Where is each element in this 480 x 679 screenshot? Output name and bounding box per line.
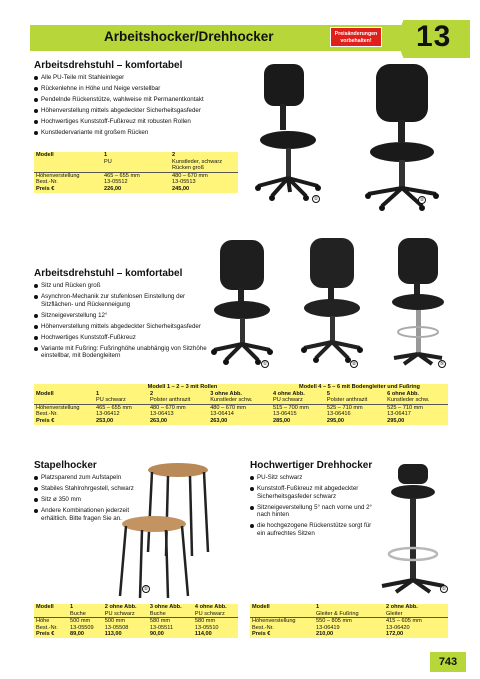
section3-spec-table: [34, 604, 238, 638]
table-cell: Buche: [68, 611, 103, 618]
table-cell: Best.-Nr.: [252, 624, 274, 631]
table-cell: 226,00: [104, 185, 122, 192]
table-group-header: Modell 1 – 2 – 3 mit Rollen: [147, 384, 218, 390]
table-cell: 525 – 710 mm: [326, 404, 363, 411]
feature-item: Sitzneigeverstellung 12°: [34, 312, 210, 320]
table-row: [34, 172, 238, 179]
table-cell: 89,00: [70, 631, 84, 638]
table-cell: [34, 611, 68, 618]
table-cell: 500 mm: [104, 618, 125, 625]
feature-item: Hochwertiges Kunststoff-Fußkreuz mit robusten Rollen: [34, 118, 244, 126]
table-row: [250, 604, 448, 611]
table-cell: 13-06420: [386, 624, 410, 631]
table-cell: Preis €: [252, 631, 271, 638]
table-row: [34, 179, 238, 186]
table-row: [34, 186, 238, 193]
model-marker: ①: [262, 361, 268, 367]
table-cell: 13-05513: [172, 179, 196, 186]
table-cell: Höhenverstellung: [36, 172, 80, 179]
table-cell: 295,00: [326, 417, 345, 424]
table-cell: 550 – 805 mm: [316, 618, 352, 625]
table-row: [34, 625, 238, 632]
table-cell: [34, 384, 94, 391]
table-cell: 113,00: [104, 631, 122, 638]
table-cell: 253,00: [96, 417, 114, 424]
table-cell: 4 ohne Abb.: [272, 390, 305, 397]
table-cell: PU: [104, 158, 112, 165]
table-row: [250, 618, 448, 625]
feature-item: Alle PU-Teile mit Stahleinleger: [34, 74, 244, 82]
table-row: [34, 159, 238, 166]
table-cell: Modell: [36, 604, 54, 610]
table-cell: 13-05509: [70, 624, 94, 631]
table-cell: 13-06414: [210, 411, 234, 418]
feature-item: Rückenlehne in Höhe und Neige verstellbar: [34, 85, 244, 93]
stacking-stool-image: [108, 460, 212, 600]
table-cell: Gleiter & Fußring: [314, 611, 384, 618]
table-cell: 480 – 670 mm: [149, 404, 186, 411]
table-cell: Höhe: [36, 618, 50, 625]
table-cell: Best.-Nr.: [36, 179, 58, 186]
table-row: [34, 411, 448, 418]
table-cell: 465 – 655 mm: [104, 172, 140, 179]
table-cell: 4 ohne Abb.: [194, 604, 227, 610]
table-cell: 2 ohne Abb.: [104, 604, 137, 610]
table-cell: 13-05511: [149, 624, 174, 631]
table-cell: 13-06412: [96, 411, 120, 418]
table-cell: 480 – 670 mm: [210, 404, 246, 411]
feature-item: Sitz und Rücken groß: [34, 282, 210, 290]
table-cell: 3 ohne Abb.: [210, 390, 242, 397]
table-cell: Buche: [148, 611, 193, 618]
feature-item: Höhenverstellung mittels abgedeckter Sicherheitsgasfeder: [34, 323, 210, 331]
table-cell: PU schwarz: [94, 397, 148, 404]
table-cell: Modell: [36, 390, 54, 397]
model-marker: ①: [143, 586, 149, 592]
feature-item: Stabiles Stahlrohrgestell, schwarz: [34, 485, 134, 493]
table-row: [34, 152, 238, 159]
table-cell: 285,00: [272, 417, 291, 424]
table-cell: 5: [326, 390, 331, 397]
table-row: [34, 384, 448, 391]
table-cell: 1: [96, 390, 100, 397]
section2-spec-table: [34, 384, 448, 425]
ergonomic-chair-image: [210, 238, 278, 366]
feature-item: Asynchron-Mechanik zur stufenlosen Einstellung der Sitzflächen- und Rückenneigung: [34, 293, 210, 308]
table-cell: 580 mm: [149, 618, 171, 625]
table-row: [34, 618, 238, 625]
table-cell: 500 mm: [70, 618, 91, 625]
price-notice-badge: Preisänderungen vorbehalten!: [330, 27, 382, 47]
table-row: [34, 611, 238, 618]
table-cell: [34, 165, 102, 172]
feature-item: Platzsparend zum Aufstapeln: [34, 474, 134, 482]
table-cell: 114,00: [194, 631, 212, 638]
table-cell: 1: [104, 152, 108, 158]
feature-item: Andere Kombinationen jederzeit erhältlich. Bitte fragen Sie an.: [34, 507, 134, 522]
table-cell: 6 ohne Abb.: [387, 390, 419, 397]
table-cell: 13-06419: [316, 624, 340, 631]
table-cell: Preis €: [36, 631, 55, 638]
model-marker: ①: [313, 196, 319, 202]
table-cell: 13-05510: [194, 624, 219, 631]
section1-features: [34, 74, 244, 140]
model-marker: ①: [441, 586, 447, 592]
table-cell: 263,00: [149, 417, 168, 424]
table-cell: [34, 397, 94, 404]
table-row: [34, 418, 448, 425]
table-cell: 1: [70, 604, 74, 610]
feature-item: Variante mit Fußring: Fußringhöhe unabhängig von Sitzhöhe einstellbar, mit Bodengleitern: [34, 345, 210, 360]
feature-item: Sitz ø 350 mm: [34, 496, 134, 504]
table-row: [34, 404, 448, 411]
table-cell: [102, 165, 170, 172]
table-cell: 480 – 670 mm: [172, 172, 208, 179]
table-cell: [34, 159, 102, 166]
table-cell: Best.-Nr.: [36, 411, 58, 418]
table-cell: 13-06413: [149, 411, 174, 418]
table-row: [250, 611, 448, 618]
table-cell: Polster anthrazit: [148, 397, 208, 404]
table-cell: 2 ohne Abb.: [386, 604, 418, 610]
office-chair-image: [250, 58, 334, 208]
section2-title: Arbeitsdrehstuhl – komfortabel: [34, 268, 183, 279]
model-marker: ②: [351, 361, 357, 367]
table-cell: Höhenverstellung: [36, 404, 80, 411]
feature-item: Pendelnde Rückenstütze, wahlweise mit Permanentkontakt: [34, 96, 244, 104]
table-cell: 245,00: [172, 185, 190, 192]
table-cell: 3 ohne Abb.: [149, 604, 182, 610]
table-cell: 2: [149, 390, 154, 397]
table-row: [34, 165, 238, 172]
table-cell: Rücken groß: [170, 165, 238, 172]
table-cell: 525 – 710 mm: [387, 404, 423, 411]
feature-item: PU-Sitz schwarz: [250, 474, 380, 482]
table-cell: 13-06415: [272, 411, 297, 418]
model-marker: ⑤: [439, 361, 445, 367]
page-number: 743: [430, 652, 466, 672]
table-cell: Kunstleder schw.: [208, 397, 271, 404]
feature-item: die hochgezogene Rückenstütze sorgt für ein aufrechtes Sitzen: [250, 522, 380, 537]
table-cell: 1: [316, 604, 320, 610]
table-group-header: Modell 4 – 5 – 6 mit Bodengleiter und Fußring: [299, 384, 420, 390]
table-cell: 90,00: [149, 631, 164, 638]
table-cell: 172,00: [386, 631, 404, 638]
table-cell: Gleiter: [384, 611, 448, 618]
chapter-number: 13: [416, 20, 452, 53]
table-cell: Polster anthrazit: [325, 397, 385, 404]
table-row: [250, 631, 448, 638]
section2-features: [34, 282, 210, 363]
office-chair-large-image: [356, 62, 450, 214]
table-cell: 295,00: [387, 417, 405, 424]
table-cell: Kunstleder schw.: [385, 397, 448, 404]
table-cell: 580 mm: [194, 618, 216, 625]
table-cell: 415 – 605 mm: [386, 618, 422, 625]
table-cell: Modell: [36, 152, 54, 158]
table-row: [34, 397, 448, 404]
table-cell: 13-05508: [104, 624, 129, 631]
table-cell: 13-06416: [326, 411, 351, 418]
section1-title: Arbeitsdrehstuhl – komfortabel: [34, 60, 183, 71]
table-cell: Kunstleder, schwarz: [172, 158, 223, 165]
feature-item: Sitzneigeverstellung 5° nach vorne und 2° nach hinten: [250, 504, 380, 519]
table-cell: 465 – 655 mm: [96, 404, 132, 411]
table-cell: 515 – 700 mm: [272, 404, 309, 411]
table-cell: Modell: [252, 604, 270, 610]
table-cell: PU schwarz: [193, 611, 238, 618]
table-cell: 13-05512: [104, 179, 128, 186]
section4-title: Hochwertiger Drehhocker: [250, 460, 373, 471]
table-cell: 210,00: [316, 631, 334, 638]
table-cell: Preis €: [36, 417, 55, 424]
page-title: Arbeitshocker/Drehhocker: [104, 29, 274, 44]
table-cell: [250, 611, 314, 618]
feature-item: Kunststoff-Fußkreuz mit abgedeckter Sicherheitsgasfeder schwarz: [250, 485, 380, 500]
table-cell: Höhenverstellung: [252, 618, 296, 625]
table-cell: Best.-Nr.: [36, 624, 58, 631]
section4-spec-table: [250, 604, 448, 638]
table-cell: 13-06417: [387, 411, 411, 418]
table-cell: PU schwarz: [103, 611, 148, 618]
section3-title: Stapelhocker: [34, 460, 97, 471]
model-marker: ②: [419, 197, 425, 203]
table-row: [34, 631, 238, 638]
table-row: [250, 625, 448, 632]
high-swivel-stool-image: [376, 462, 450, 594]
feature-item: Kunstledervariante mit großem Rücken: [34, 129, 244, 137]
table-cell: 263,00: [210, 417, 228, 424]
section1-spec-table: [34, 152, 238, 193]
upholstered-chair-image: [298, 236, 368, 366]
section4-features: [250, 474, 380, 541]
table-cell: PU schwarz: [271, 397, 325, 404]
table-row: [34, 604, 238, 611]
table-cell: 2: [172, 152, 176, 158]
table-row: [34, 391, 448, 398]
feature-item: Höhenverstellung mittels abgedeckter Sicherheitsgasfeder: [34, 107, 244, 115]
feature-item: Hochwertiges Kunststoff-Fußkreuz: [34, 334, 210, 342]
footring-chair-image: [388, 236, 450, 366]
table-cell: Preis €: [36, 185, 55, 192]
